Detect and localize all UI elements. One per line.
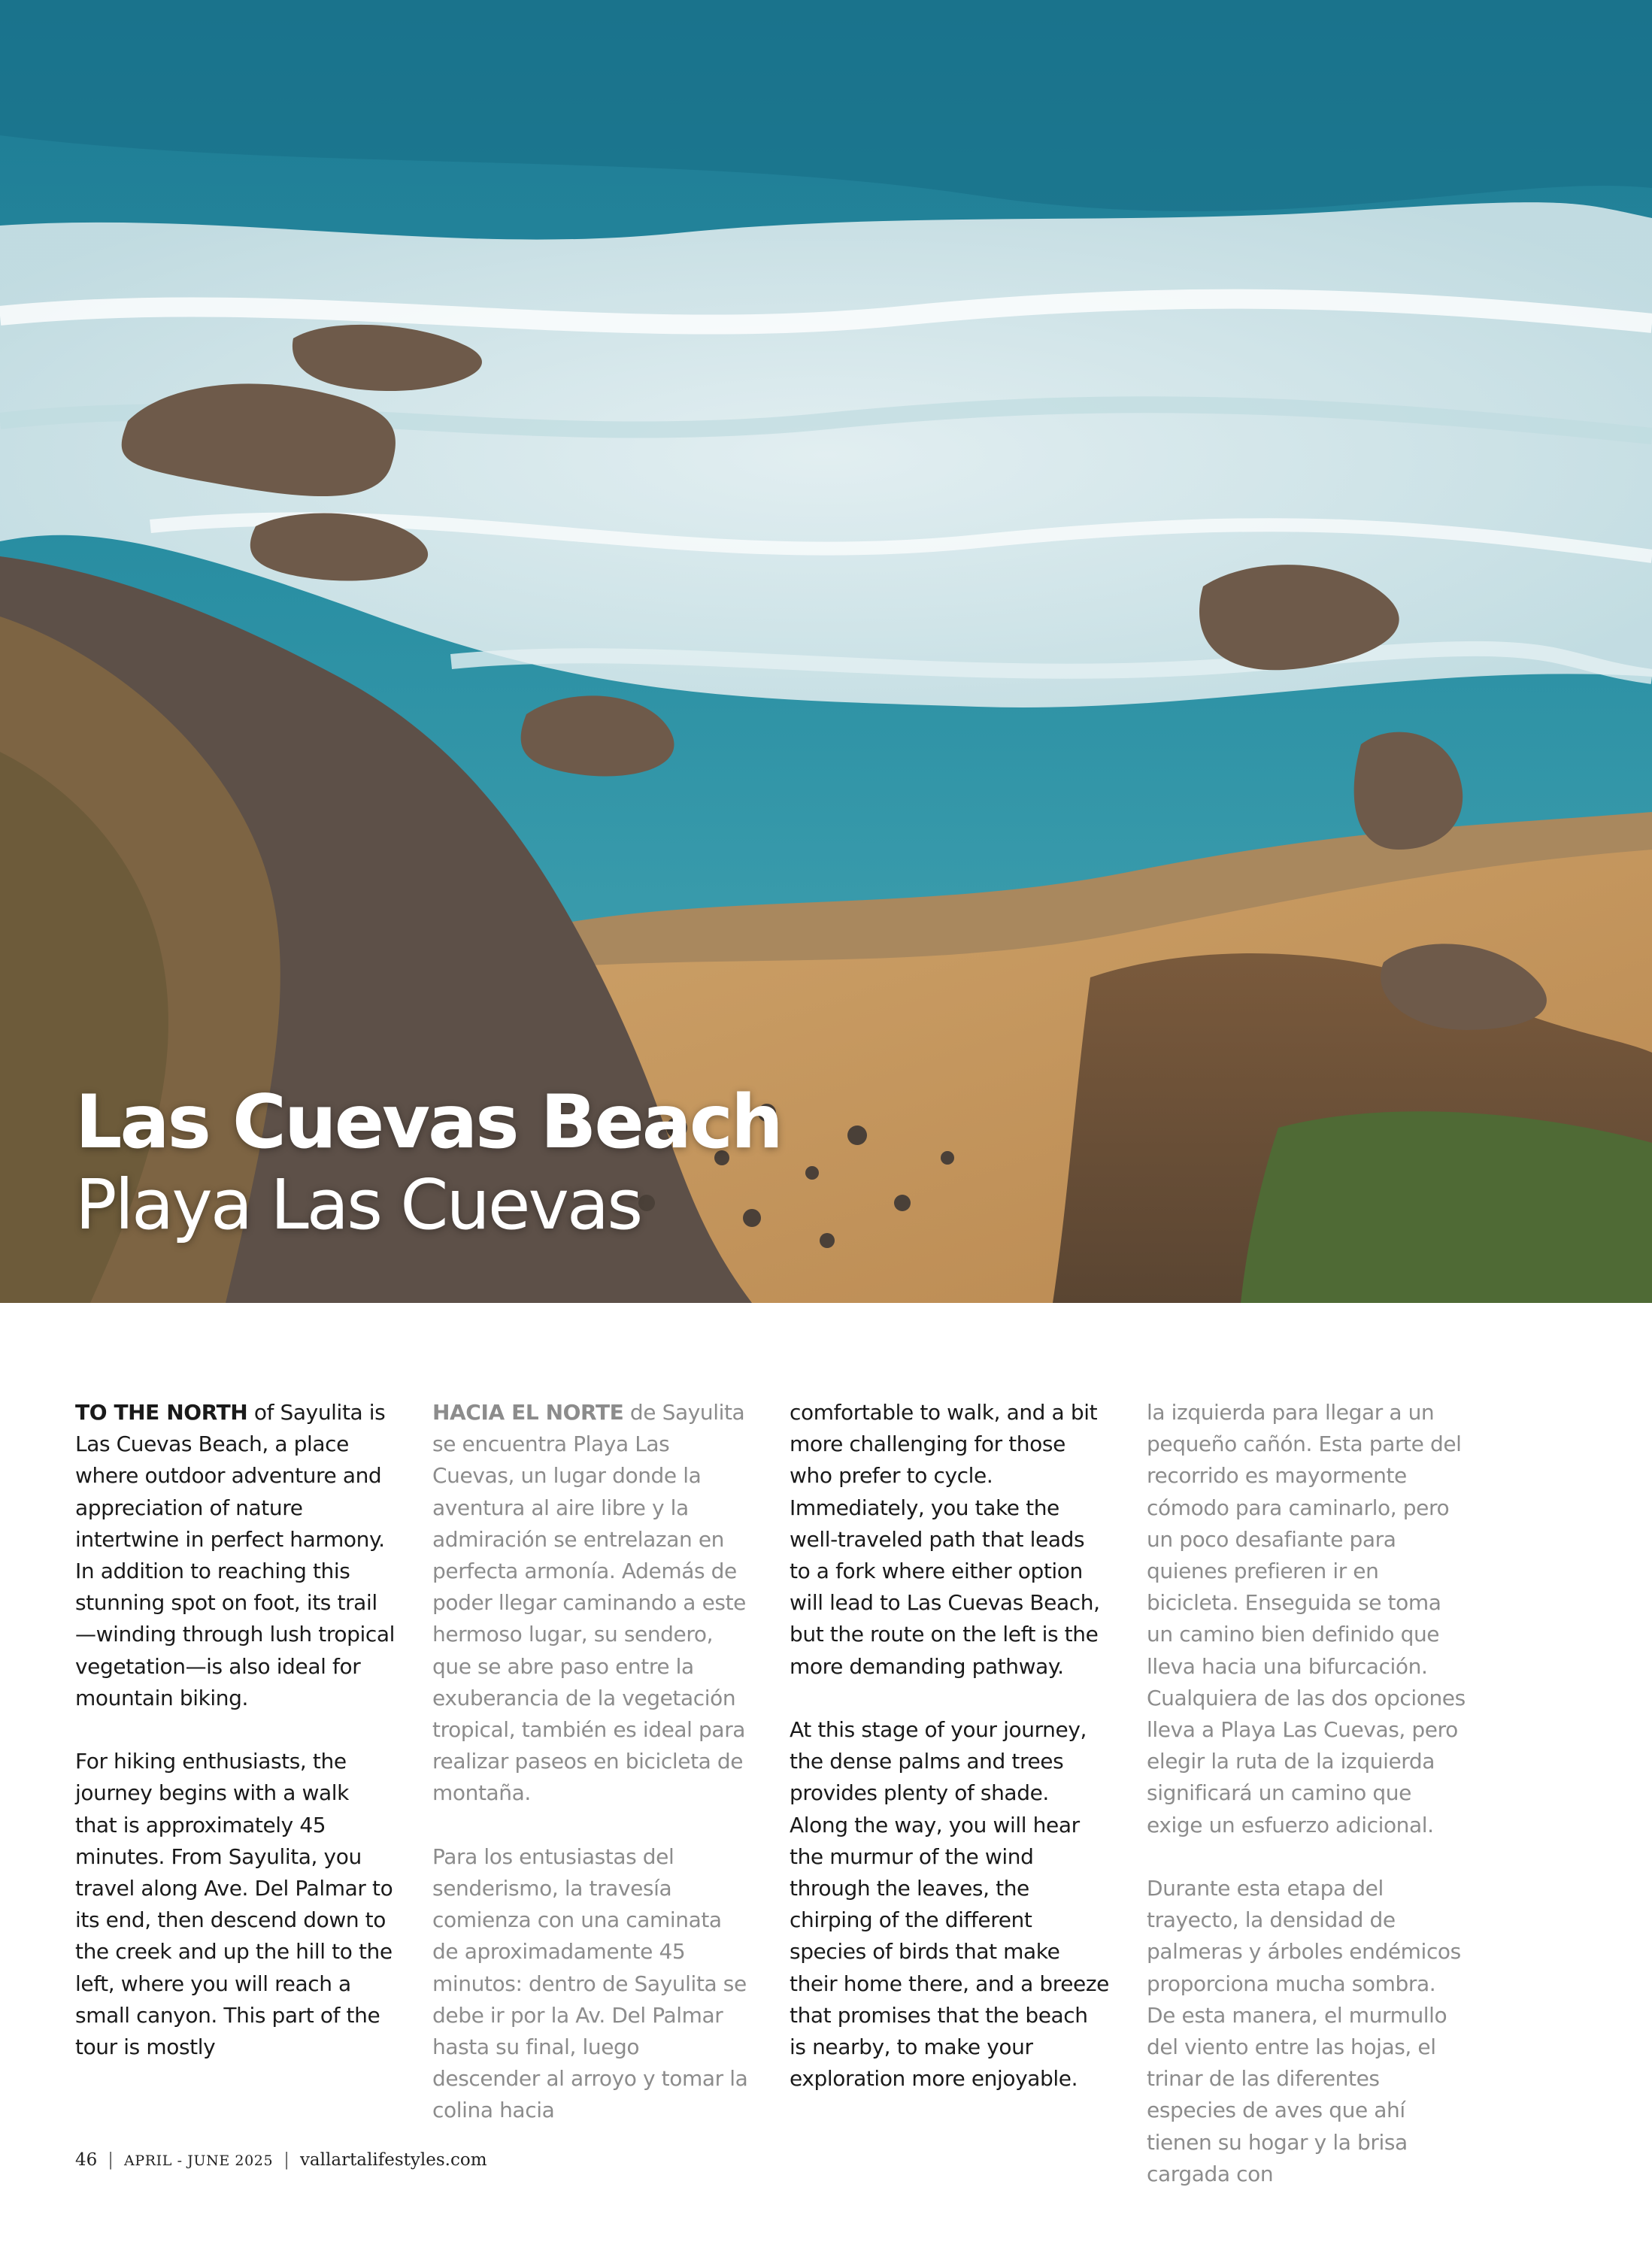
separator: |: [283, 2150, 289, 2170]
page-footer: [75, 2150, 487, 2170]
paragraph: Durante esta etapa del trayecto, la densidad de palmeras y árboles endémicos proporciona mucha sombra. De esta manera, el murmullo del viento entre las hojas, el trinar de las diferentes especies de aves que ahí tienen su hogar y la brisa cargada con: [1147, 1876, 1461, 2186]
paragraph-text: de Sayulita se encuentra Playa Las Cuevas, un lugar donde la aventura al aire libre y la admiración se entrelazan en perfecta armonía. Además de poder llegar caminando a este hermoso lugar, su sendero, que se abre paso entre la exuberancia de la vegetación tropical, también es ideal para realizar paseos en bicicleta de montaña.: [432, 1400, 746, 1806]
lead-in: TO THE NORTH: [75, 1400, 248, 1425]
issue-date: APRIL - JUNE 2025: [124, 2153, 274, 2169]
paragraph: At this stage of your journey, the dense palms and trees provides plenty of shade. Along the way, you will hear the murmur of the wind through the leaves, the chirping of the different species of birds that make their home there, and a breeze that promises that the beach is nearby, to make your exploration more enjoyable.: [790, 1717, 1109, 2092]
separator: |: [108, 2150, 114, 2170]
paragraph-text: of Sayulita is Las Cuevas Beach, a place where outdoor adventure and appreciation of nature intertwine in perfect harmony. In addition to reaching this stunning spot on foot, its trail—winding through lush tropical vegetation—is also ideal for mountain biking.: [75, 1400, 395, 1710]
article-body: [75, 1397, 1466, 2190]
paragraph: comfortable to walk, and a bit more challenging for those who prefer to cycle. Immediately, you take the well-traveled path that leads to a fork where either option will lead to Las Cuevas Beach, but the route on the left is the more demanding pathway.: [790, 1400, 1100, 1679]
column-english-2: [790, 1397, 1109, 2190]
paragraph: [75, 1397, 395, 1714]
website-link[interactable]: vallartalifestyles.com: [299, 2150, 487, 2170]
column-spanish-2: [1147, 1397, 1466, 2190]
vegetation-right: [1241, 1111, 1652, 1303]
page-number: 46: [75, 2150, 98, 2170]
column-spanish-1: [432, 1397, 752, 2190]
paragraph: la izquierda para llegar a un pequeño cañón. Esta parte del recorrido es mayormente cómodo para caminarlo, pero un poco desafiante para quienes prefieren ir en bicicleta. Enseguida se toma un camino bien definido que lleva hacia una bifurcación. Cualquiera de las dos opciones lleva a Playa Las Cuevas, pero elegir la ruta de la izquierda significará un camino que exige un esfuerzo adicional.: [1147, 1400, 1466, 1837]
lead-in: HACIA EL NORTE: [432, 1400, 624, 1425]
column-english-1: [75, 1397, 395, 2190]
paragraph: Para los entusiastas del senderismo, la travesía comienza con una caminata de aproximadamente 45 minutos: dentro de Sayulita se debe ir por la Av. Del Palmar hasta su final, luego descender al arroyo y tomar la colina hacia: [432, 1843, 748, 2123]
paragraph: [432, 1397, 752, 1810]
article-title: Las Cuevas Beach: [75, 1080, 781, 1165]
article-subtitle: Playa Las Cuevas: [75, 1165, 641, 1245]
paragraph: For hiking enthusiasts, the journey begins with a walk that is approximately 45 minutes. From Sayulita, you travel along Ave. Del Palmar to its end, then descend down to the creek and up the hill to the left, where you will reach a small canyon. This part of the tour is mostly: [75, 1749, 393, 2060]
